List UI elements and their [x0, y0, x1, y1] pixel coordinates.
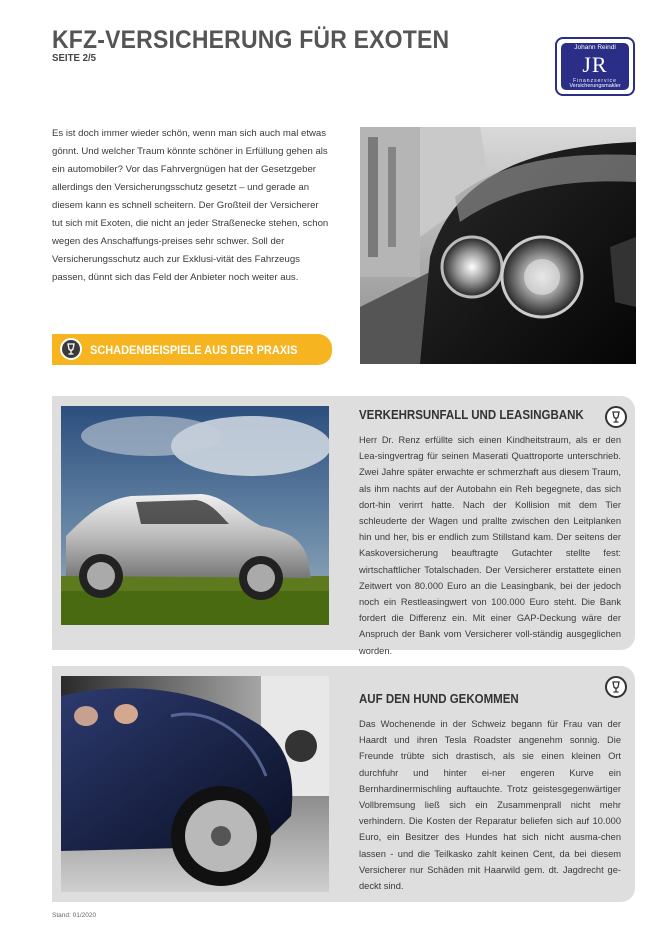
- case-heading-2: AUF DEN HUND GEKOMMEN: [359, 692, 519, 706]
- footer-stand: Stand: 01/2020: [52, 912, 97, 919]
- case-panel-2: [52, 666, 635, 902]
- logo-line1: Finanzservice: [573, 78, 617, 84]
- glass-icon: [605, 406, 627, 428]
- case-heading-1: VERKEHRSUNFALL UND LEASINGBANK: [359, 408, 584, 422]
- glass-icon: [60, 338, 82, 360]
- intro-text: Es ist doch immer wieder schön, wenn man sich auch mal etwas gönnt. Und welcher Traum könnte schöner in Erfüllung gehen als ein automobiler? Vor das Fahrvergnügen hat der Gesetzgeber allerdings den Versicherungsschutz gesetzt – und gerade an diesem kann es schnell scheitern. Der Großteil der Versicherer tut sich mit Exoten, die nicht an jeder Straßenecke stehen, schon wegen des Anschaffungs-preises sehr schwer. Soll der Versicherungsschutz auch zur Exklusi-vität des Fahrzeugs passen, dünnt sich das Feld der Anbieter noch weiter aus.: [52, 128, 329, 283]
- case-text-2: Das Wochenende in der Schweiz begann für Frau van der Haardt und ihren Tesla Roadster angenehm sonnig. Die Freunde trübte sich drastisch, als sie einen kleinen Ort durchfuhr und hinter ei-ner engeren Kurve ein Bernhardinermischling auftauchte. Trotz geistesgegenwärtiger Vollbremsung ließ sich ein Zusammenprall nicht mehr verhindern. Die Kosten der Reparatur beliefen sich auf 10.000 Euro, ein Besitzer des Hundes hat sich nicht ausma-chen lassen - und die Teilkasko zahlt keinen Cent, da bei diesem Versicherer nur Schäden mit Haarwild gem. dt. Jagdrecht ge-deckt sind.: [359, 719, 621, 892]
- bentley-photo: [360, 127, 636, 364]
- case-panel-1: [52, 396, 635, 656]
- page-subtitle: SEITE 2/5: [52, 52, 97, 64]
- logo-line2: Versicherungsmakler: [569, 83, 621, 89]
- glass-icon: [605, 676, 627, 698]
- logo-name: Johann Reindl: [574, 44, 616, 51]
- section-banner: [52, 334, 332, 365]
- case-text-1: Herr Dr. Renz erfüllte sich einen Kindheitstraum, als er den Lea-singvertrag für seinen Maserati Quattroporte unterschrieb. Zwei Jahre später erwachte er schmerzhaft aus diesem Traum, als ihm nachts auf der Autobahn ein Reh begegnete, das sich dort-hin verirrt hatte. Nach der Kollision mit dem Tier schleuderte der Wagen und prallte zwischen den Leitplanken hin und her, bis er endlich zum Stillstand kam. Der seitens der Kaskoversicherung beauftragte Gutachter stellte fest: wirtschaftlicher Totalschaden. Der Versicherer erstattete einen Zeitwert von 80.000 Euro an die Leasingbank, bei der jedoch noch ein Restleasingwert von 100.000 Euro steht. Die Bank fordert die Differenz ein. Mit einer GAP-Deckung wäre der Anspruch der Bank vom Versicherer voll-ständig ausgeglichen worden.: [359, 435, 621, 656]
- tesla-photo: [61, 676, 329, 892]
- banner-label: SCHADENBEISPIELE AUS DER PRAXIS: [90, 343, 298, 357]
- logo-initials: JR: [582, 52, 608, 77]
- page-title: KFZ-VERSICHERUNG FÜR EXOTEN: [52, 26, 450, 54]
- maserati-photo: [61, 406, 329, 625]
- company-logo: [555, 37, 635, 96]
